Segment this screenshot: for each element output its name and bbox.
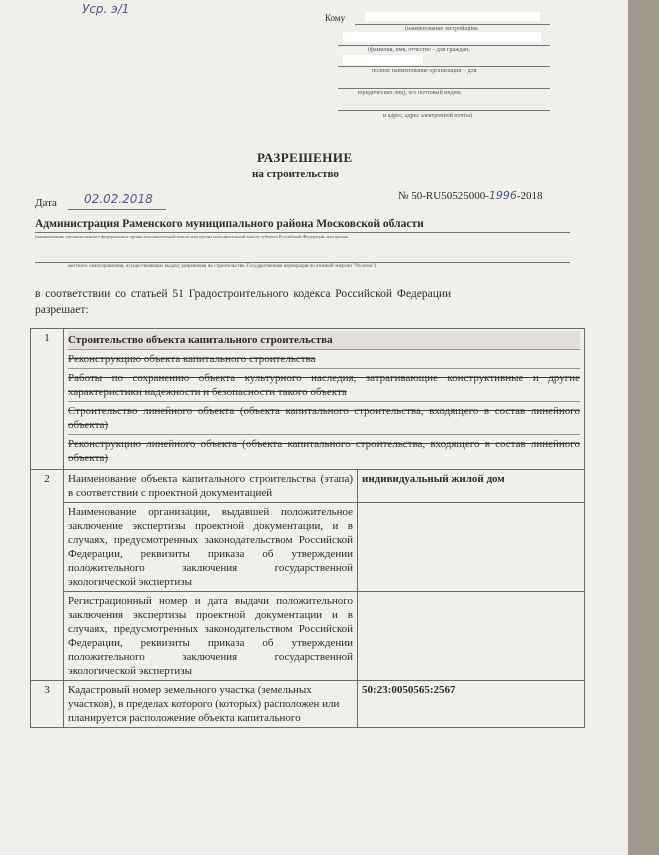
cadastral-value: 50:23:0050565:2567 (358, 681, 585, 728)
construction-type-struck: Реконструкцию линейного объекта (объекта капитального строительства, входящего в состав линейного объекта) (68, 438, 580, 464)
redaction-block (343, 55, 423, 65)
redaction-block (343, 32, 541, 43)
caption-index: юридических лиц), его почтовый индекс (358, 90, 462, 96)
construction-type-cell (64, 329, 585, 470)
expertise-reg-value (358, 592, 585, 681)
recipient-line (338, 45, 550, 46)
date-label: Дата (35, 197, 57, 209)
construction-type-struck: Работы по сохранению объекта культурного наследия, затрагивающие конструктивные и другие характеристики надежности и безопасности такого объекта (68, 369, 580, 402)
recipient-line (338, 110, 550, 111)
table-row (31, 503, 585, 592)
handwritten-corner-note: Уср. э/1 (82, 2, 130, 16)
cadastral-label: Кадастровый номер земельного участка (земельных участков), в пределах которого (которых) расположен или планируется расположение объекта капитального (64, 681, 358, 728)
permit-number-prefix: № 50-RU50525000- (398, 190, 489, 202)
caption-email: и адрес, адрес электронной почты) (383, 113, 473, 119)
recipient-line (338, 66, 550, 67)
expertise-org-label: Наименование организации, выдавшей положительное заключение экспертизы проектной документации, и в случаях, предусмотренных законодательством Российской Федерации, реквизиты приказа об утверждении положительного заключения государственной экологической экспертизы (64, 503, 358, 592)
caption-org: полное наименование организации – для (372, 68, 477, 74)
authority-line (35, 262, 570, 263)
date-value: 02.02.2018 (84, 192, 153, 206)
construction-type-struck: Реконструкцию объекта капитального строительства (68, 350, 580, 369)
caption-fio: (фамилия, имя, отчество – для граждан, (368, 47, 470, 53)
construction-type-selected: Строительство объекта капитального строительства (68, 331, 580, 350)
row-number: 1 (31, 329, 64, 470)
table-row (31, 592, 585, 681)
authority-line (35, 232, 570, 233)
expertise-org-value (358, 503, 585, 592)
date-line (68, 209, 166, 210)
intro-line-1: в соответствии со статьей 51 Градостроительного кодекса Российской Федерации (35, 288, 452, 300)
object-name-label: Наименование объекта капитального строительства (этапа) в соответствии с проектной документацией (64, 470, 358, 503)
authority-caption-1: (наименование уполномоченного федерального органа исполнительной власти или органа исполнительной власти субъекта Российской Федерации, или органа (35, 234, 349, 239)
redaction-block (365, 12, 540, 21)
row-number: 3 (31, 681, 64, 728)
expertise-reg-label: Регистрационный номер и дата выдачи положительного заключения экспертизы проектной документации и в случаях, предусмотренных законодательством Российской Федерации, реквизиты приказа об утверждении положительного заключения государственной экологической экспертизы (64, 592, 358, 681)
row-number: 2 (31, 470, 64, 681)
permit-number (398, 189, 543, 202)
document-title: РАЗРЕШЕНИЕ (257, 150, 353, 165)
recipient-line (355, 24, 550, 25)
authority-caption-2: местного самоуправления, осуществляющих выдачу разрешения на строительство. Государственная корпорация по атомной энергии "Росатом") (68, 264, 377, 269)
caption-developer: (наименование застройщика (405, 26, 478, 32)
construction-type-struck: Строительство линейного объекта (объекта капитального строительства, входящего в состав линейного объекта) (68, 402, 580, 435)
table-row (31, 329, 585, 470)
document-subtitle: на строительство (252, 168, 339, 180)
table-row (31, 470, 585, 503)
to-label: Кому (325, 13, 346, 23)
permit-table (30, 328, 585, 728)
background-surface (628, 0, 659, 855)
table-row (31, 681, 585, 728)
recipient-line (338, 88, 550, 89)
intro-line-2: разрешает: (35, 304, 89, 316)
issuing-authority: Администрация Раменского муниципального района Московской области (35, 218, 424, 230)
permit-number-handwritten: 1996 (488, 189, 517, 202)
permit-number-suffix: -2018 (516, 190, 543, 202)
object-name-value: индивидуальный жилой дом (358, 470, 585, 503)
